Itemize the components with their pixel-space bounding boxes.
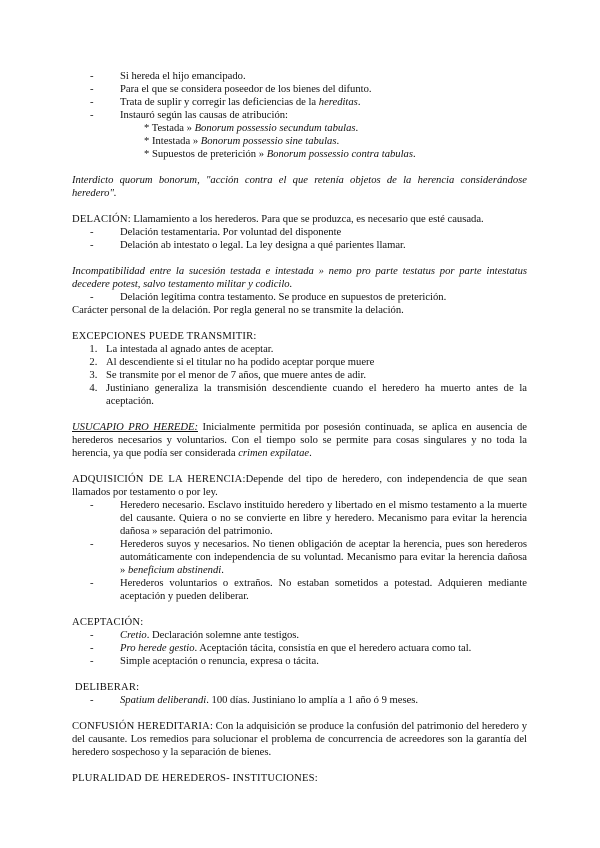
interdicto-paragraph: Interdicto quorum bonorum, "acción contra el que retenía objetos de la herencia considerándose heredero". [72,175,527,199]
list-item: - Delación ab intestato o legal. La ley designa a qué parientes llamar. [120,239,527,252]
list-item: - Instauró según las causas de atribución: [120,109,527,122]
section-heading: USUCAPIO PRO HEREDE: [72,422,198,433]
list-item: * Supuestos de preterición » Bonorum possessio contra tabulas. [144,149,416,160]
excepciones-list [72,343,527,408]
list-item: - Delación legítima contra testamento. Se produce en supuestos de preterición. [120,291,527,304]
list-item: - Si hereda el hijo emancipado. [120,70,527,83]
section-heading: ACEPTACIÓN: [72,617,144,628]
list-item: 3. Se transmite por el menor de 7 años, que muere antes de adir. [100,369,527,382]
section-heading: PLURALIDAD DE HEREDEROS- INSTITUCIONES: [72,773,318,784]
list-item: - Trata de suplir y corregir las deficiencias de la hereditas. [120,96,527,109]
list-item: - Heredero necesario. Esclavo instituido heredero y libertado en el mismo testamento a la muerte del causante. Quiera o no se convierte en libre y heredero. Mecanismo para evitar la herencia dañosa » separación del patrimonio. [120,499,527,538]
usucapio-paragraph: USUCAPIO PRO HEREDE: Inicialmente permitida por posesión continuada, se aplica en ausencia de herederos necesarios y voluntarios. Con el tiempo solo se permite para cosas singulares y no toda la herencia, ya que podía ser considerada crimen expilatae. [72,422,527,459]
list-item: 1. La intestada al agnado antes de aceptar. [100,343,527,356]
adquisicion-paragraph: ADQUISICIÓN DE LA HERENCIA:Depende del tipo de heredero, con independencia de que sean llamados por testamento o por ley. [72,474,527,498]
section-heading: ADQUISICIÓN DE LA HERENCIA: [72,474,246,485]
list-item: - Herederos suyos y necesarios. No tienen obligación de aceptar la herencia, pues son herederos automáticamente con independencia de su voluntad. Mecanismo para evitar la herencia dañosa » beneficium abstinendi. [120,538,527,577]
adquisicion-list [72,499,527,603]
section-heading: DELACIÓN [72,214,128,225]
section-heading: DELIBERAR: [72,682,140,693]
list-item: 2. Al descendiente si el titular no ha podido aceptar porque muere [100,356,527,369]
list-item: - Spatium deliberandi. 100 días. Justiniano lo amplía a 1 año ó 9 meses. [120,694,527,707]
intro-list [72,70,527,122]
list-item: - Para el que se considera poseedor de los bienes del difunto. [120,83,527,96]
incompatibilidad-list [72,291,527,304]
list-item: - Simple aceptación o renuncia, expresa o tácita. [120,655,527,668]
list-item: - Herederos voluntarios o extraños. No estaban sometidos a potestad. Adquieren mediante aceptación y pueden deliberar. [120,577,527,603]
list-item: * Intestada » Bonorum possessio sine tabulas. [144,136,340,147]
list-item: 4. Justiniano generaliza la transmisión descendiente cuando el heredero ha muerto antes de la aceptación. [100,382,527,408]
list-item: - Delación testamentaria. Por voluntad del disponente [120,226,527,239]
list-item: - Pro herede gestio. Aceptación tácita, consistía en que el heredero actuara como tal. [120,642,527,655]
list-item: - Cretio. Declaración solemne ante testigos. [120,629,527,642]
deliberar-list [72,694,527,707]
confusion-paragraph: CONFUSIÓN HEREDITARIA: Con la adquisición se produce la confusión del patrimonio del heredero y del causante. Los remedios para solucionar el problema de concurrencia de acreedores son la garantía del heredero sospechoso y la separación de bienes. [72,721,527,758]
delacion-list [72,226,527,252]
attribution-list [72,122,527,161]
delacion-paragraph: DELACIÓN: Llamamiento a los herederos. Para que se produzca, es necesario que esté causada. [72,214,484,225]
incompatibilidad-paragraph: Incompatibilidad entre la sucesión testada e intestada » nemo pro parte testatus por parte intestatus decedere potest, salvo testamento militar y codicilo. [72,266,527,290]
section-heading: CONFUSIÓN HEREDITARIA [72,721,210,732]
aceptacion-list [72,629,527,668]
list-item: * Testada » Bonorum possessio secundum tabulas. [144,123,359,134]
caracter-paragraph: Carácter personal de la delación. Por regla general no se transmite la delación. [72,305,404,316]
section-heading: EXCEPCIONES PUEDE TRANSMITIR: [72,331,257,342]
document-page [72,70,527,785]
